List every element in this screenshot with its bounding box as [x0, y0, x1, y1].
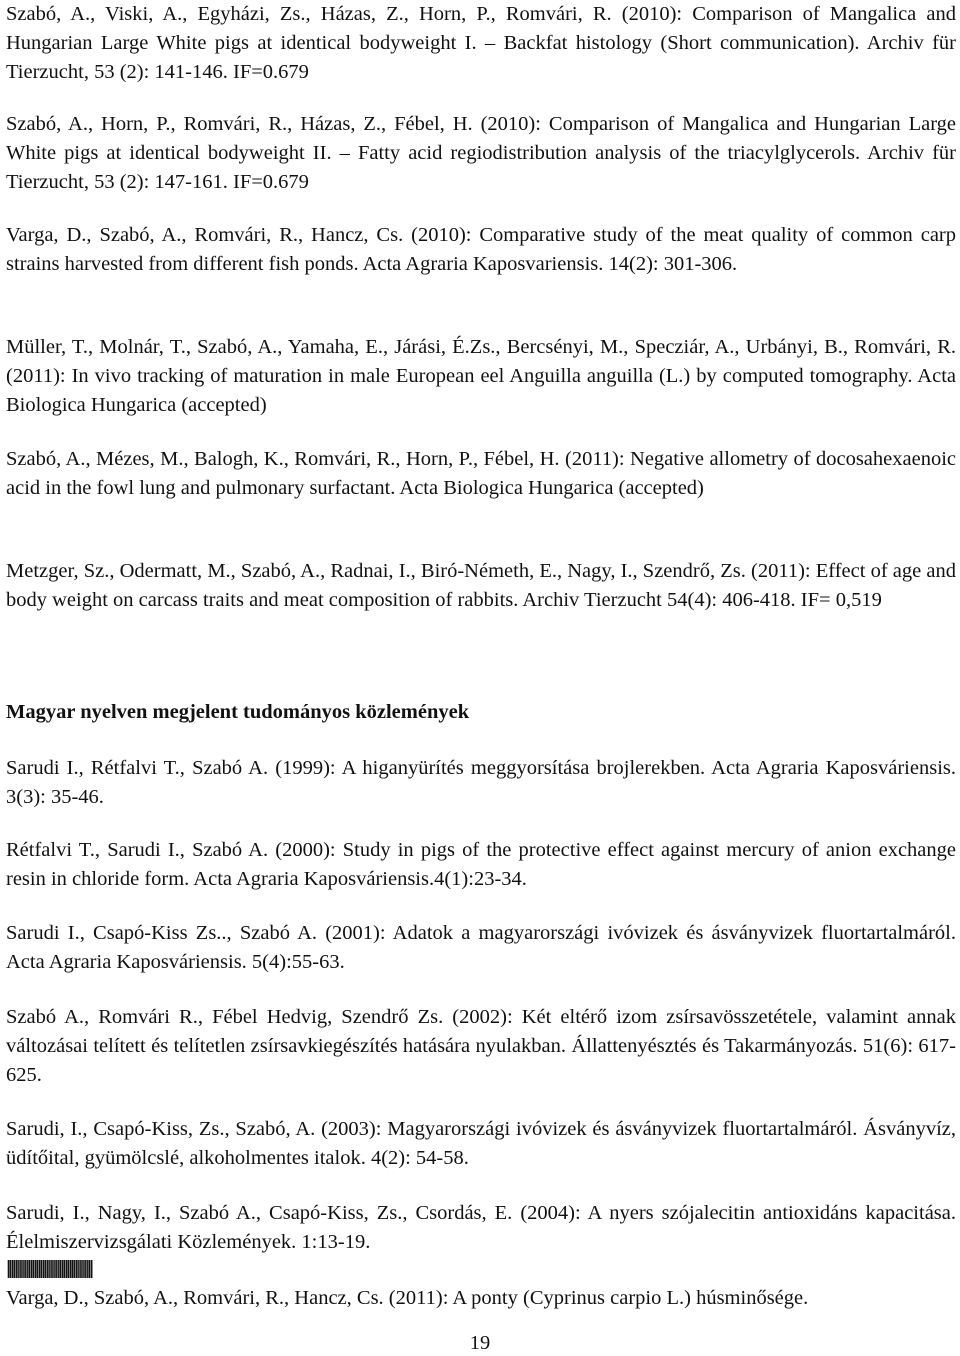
reference-entry: Sarudi, I., Nagy, I., Szabó A., Csapó-Kiss, Zs., Csordás, E. (2004): A nyers szójalecitin antioxidáns kapacitása. Élelmiszervizsgálati Közlemények. 1:13-19.: [6, 1202, 956, 1253]
reference-entry: Szabó, A., Viski, A., Egyházi, Zs., Házas, Z., Horn, P., Romvári, R. (2010): Comparison of Mangalica and Hungarian Large White pigs at identical bodyweight I. – Backfat histology (Short communication). Archiv für Tierzucht, 53 (2): 141-146. IF=0.679: [6, 3, 956, 83]
reference-entry: Rétfalvi T., Sarudi I., Szabó A. (2000): Study in pigs of the protective effect against mercury of anion exchange resin in chloride form. Acta Agraria Kaposváriensis.4(1):23-34.: [6, 839, 956, 890]
reference-entry: Müller, T., Molnár, T., Szabó, A., Yamaha, E., Járási, É.Zs., Bercsényi, M., Specziár, A., Urbányi, B., Romvári, R. (2011): In vivo tracking of maturation in male European eel Anguilla anguilla (L.) by computed tomography. Acta Biologica Hungarica (accepted): [6, 336, 956, 416]
section-heading: Magyar nyelven megjelent tudományos közlemények: [6, 701, 470, 723]
reference-entry: Szabó, A., Mézes, M., Balogh, K., Romvári, R., Horn, P., Fébel, H. (2011): Negative allometry of docosahexaenoic acid in the fowl lung and pulmonary surfactant. Acta Biologica Hungarica (accepted): [6, 448, 956, 499]
reference-entry: Szabó A., Romvári R., Fébel Hedvig, Szendrő Zs. (2002): Két eltérő izom zsírsavösszetétele, valamint annak változásai telített és telítetlen zsírsavkiegészítés hatására nyulakban. Állattenyésztés és Takarmányozás. 51(6): 617-625.: [6, 1006, 956, 1086]
reference-entry: Varga, D., Szabó, A., Romvári, R., Hancz, Cs. (2011): A ponty (Cyprinus carpio L.) húsminősége.: [6, 1287, 809, 1309]
page-number: 19: [469, 1332, 491, 1354]
reference-entry: Sarudi I., Csapó-Kiss Zs.., Szabó A. (2001): Adatok a magyarországi ivóvizek és ásványvizek fluortartalmáról. Acta Agraria Kaposváriensis. 5(4):55-63.: [6, 922, 956, 973]
bar-marks: ||||||||||||||||||||||||||||||||||||||||||||: [6, 1258, 92, 1279]
reference-entry: Sarudi, I., Csapó-Kiss, Zs., Szabó, A. (2003): Magyarországi ivóvizek és ásványvizek fluortartalmáról. Ásványvíz, üdítőital, gyümölcslé, alkoholmentes italok. 4(2): 54-58.: [6, 1118, 956, 1169]
reference-entry: Sarudi I., Rétfalvi T., Szabó A. (1999): A higanyürítés meggyorsítása brojlerekben. Acta Agraria Kaposváriensis. 3(3): 35-46.: [6, 757, 956, 808]
reference-entry: Metzger, Sz., Odermatt, M., Szabó, A., Radnai, I., Biró-Németh, E., Nagy, I., Szendrő, Zs. (2011): Effect of age and body weight on carcass traits and meat composition of rabbits. Archiv Tierzucht 54(4): 406-418. IF= 0,519: [6, 560, 956, 611]
reference-entry: Szabó, A., Horn, P., Romvári, R., Házas, Z., Fébel, H. (2010): Comparison of Mangalica and Hungarian Large White pigs at identical bodyweight II. – Fatty acid regiodistribution analysis of the triacylglycerols. Archiv für Tierzucht, 53 (2): 147-161. IF=0.679: [6, 113, 956, 193]
reference-entry: Varga, D., Szabó, A., Romvári, R., Hancz, Cs. (2010): Comparative study of the meat quality of common carp strains harvested from different fish ponds. Acta Agraria Kaposvariensis. 14(2): 301-306.: [6, 224, 956, 275]
